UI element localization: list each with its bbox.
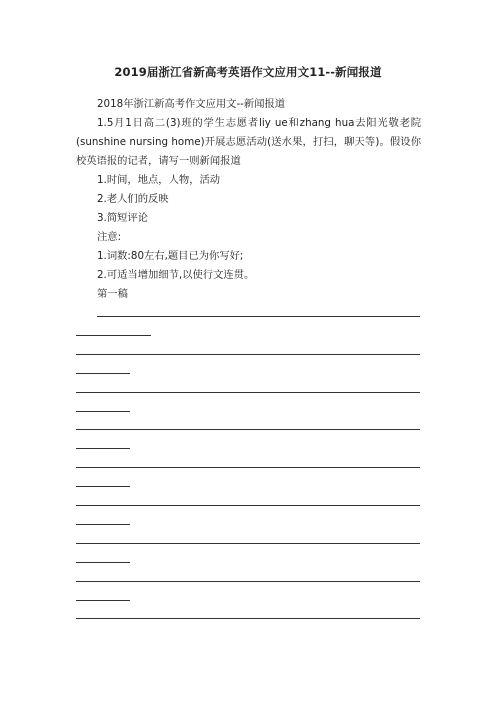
writing-line [76, 543, 420, 544]
writing-line-pair [76, 316, 421, 354]
writing-line-pair [76, 392, 421, 430]
note-item-2: 2.可适当增加细节,以使行文连贯。 [97, 269, 255, 281]
writing-line [76, 581, 420, 582]
note-item-1: 1.词数:80左右,题目已为你写好; [97, 250, 244, 262]
writing-line-pair [76, 581, 421, 619]
writing-line [76, 411, 130, 412]
requirement-item-1: 1.时间，地点，人物，活动 [97, 174, 221, 186]
writing-line [76, 562, 130, 563]
writing-line-pair [76, 354, 421, 392]
writing-line [76, 486, 130, 487]
writing-line [76, 467, 420, 468]
writing-line-pair [76, 505, 421, 543]
writing-line-pair [76, 543, 421, 581]
draft-heading: 第一稿 [97, 288, 128, 300]
writing-lines-area [76, 316, 421, 656]
writing-line [97, 316, 420, 317]
requirement-item-3: 3.简短评论 [97, 212, 149, 224]
requirement-item-2: 2.老人们的反映 [97, 193, 169, 205]
writing-line [76, 505, 420, 506]
document-title: 2019届浙江省新高考英语作文应用文11--新闻报道 [114, 65, 382, 79]
writing-line [76, 392, 420, 393]
writing-line [76, 354, 420, 355]
writing-line-pair [76, 429, 421, 467]
writing-line [76, 448, 130, 449]
document-body [76, 95, 421, 304]
writing-line-pair [76, 618, 421, 656]
task-description-paragraph: 1.5月1日高二(3)班的学生志愿者liy ue和zhang hua去阳光敬老院(sunshine nursing home)开展志愿活动(送水果，打扫，聊天等)。假设你校英语报的记者，请写一则新闻报道 [76, 117, 421, 167]
writing-line-pair [76, 467, 421, 505]
writing-line [76, 524, 130, 525]
writing-line [76, 373, 130, 374]
subtitle-paragraph: 2018年浙江新高考作文应用文--新闻报道 [97, 98, 286, 110]
writing-line [76, 335, 151, 336]
notes-heading: 注意: [97, 231, 122, 243]
writing-line [76, 618, 420, 619]
writing-line [76, 600, 130, 601]
writing-line [76, 429, 420, 430]
